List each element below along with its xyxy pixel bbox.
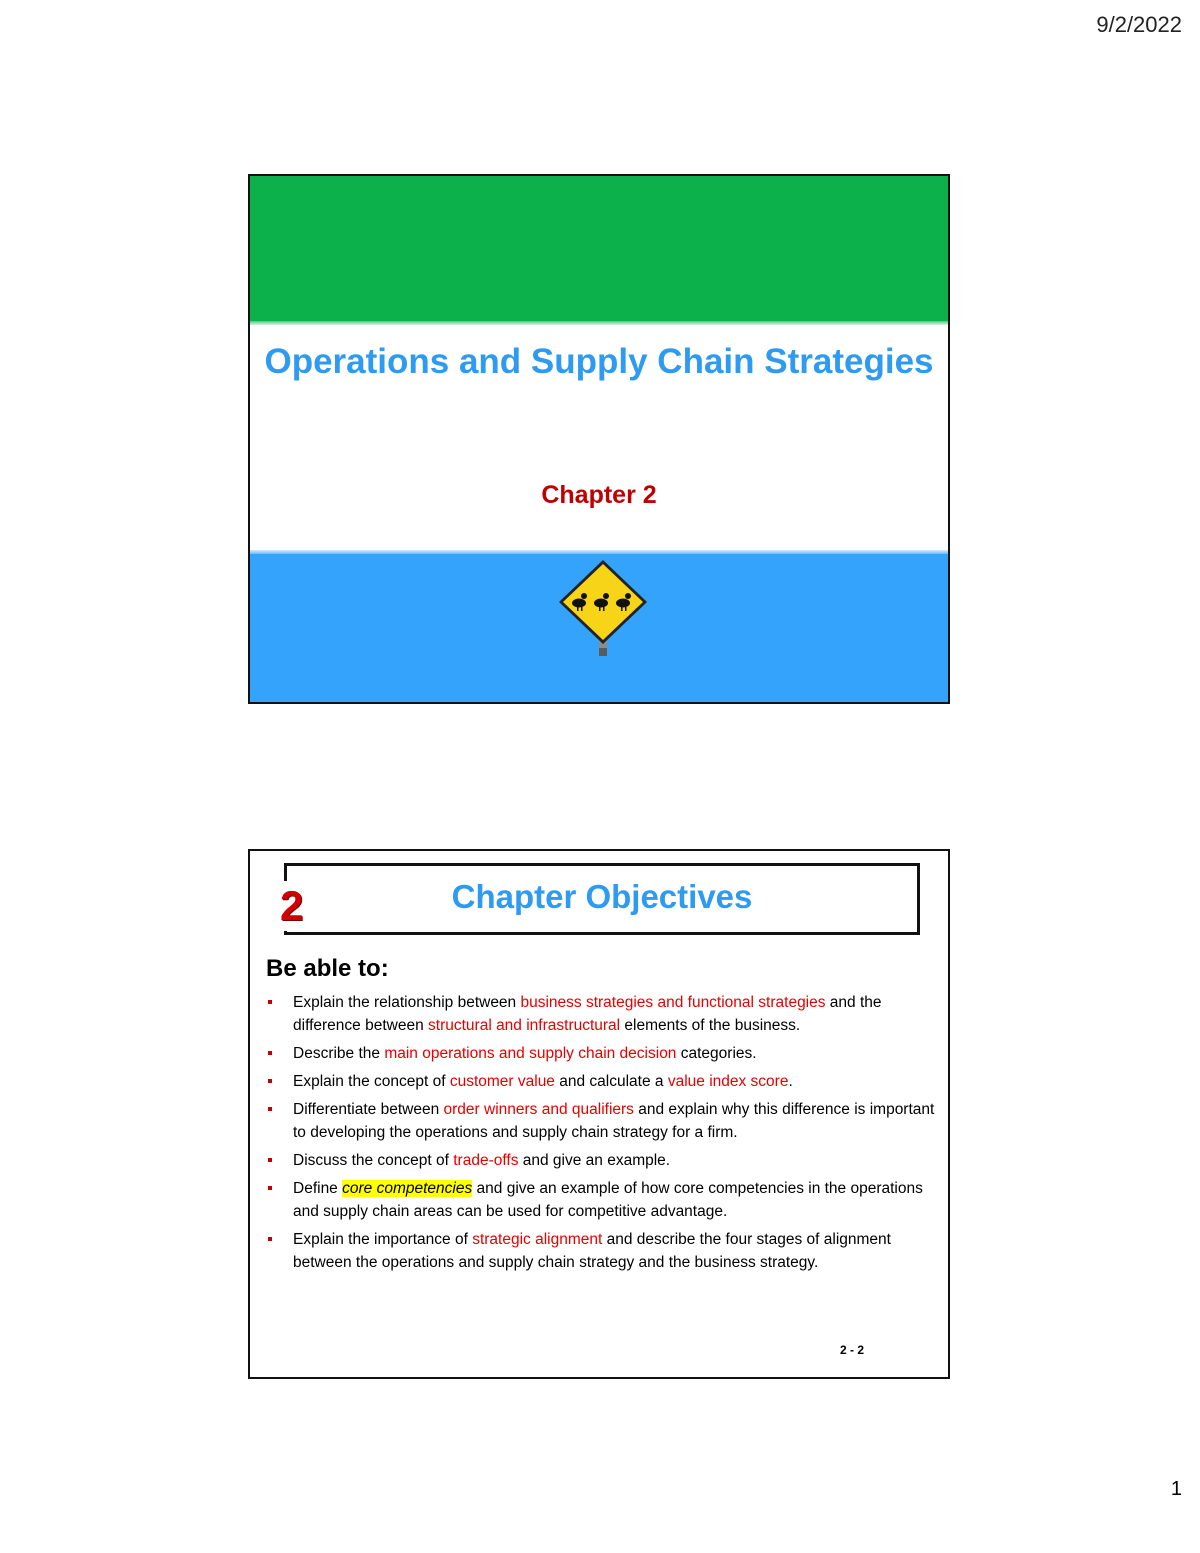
slide-number: 2 - 2 — [839, 1343, 864, 1357]
objective-text: Define — [293, 1180, 343, 1197]
objective-item — [266, 991, 936, 1037]
objective-item — [266, 1149, 936, 1172]
highlighted-term: main operations and supply chain decision — [384, 1045, 677, 1062]
objective-text: Describe the — [293, 1045, 385, 1062]
highlighted-term: order winners and qualifiers — [443, 1101, 634, 1118]
chapter-label: Chapter 2 — [541, 481, 657, 509]
highlighted-term: value index score — [667, 1073, 789, 1090]
lead-text: Be able to: — [266, 955, 389, 982]
objective-text: Explain the relationship between — [293, 994, 521, 1011]
objective-item — [266, 1042, 936, 1065]
objective-text: and give an example. — [518, 1152, 671, 1169]
objective-text: categories. — [676, 1045, 757, 1062]
objective-text: and calculate a — [554, 1073, 668, 1090]
objectives-slide — [248, 849, 950, 1379]
objective-text: Differentiate between — [293, 1101, 444, 1118]
objective-item — [266, 1098, 936, 1144]
objective-text: Discuss the concept of — [293, 1152, 454, 1169]
objective-text: and the difference between — [293, 994, 882, 1034]
objective-text: Explain the concept of — [293, 1073, 450, 1090]
highlighted-term: trade-offs — [453, 1152, 519, 1169]
chapter-number: 2 — [274, 881, 309, 931]
objective-text: and give an example of how core competencies in the operations and supply chain areas can be used for competitive advantage. — [293, 1180, 923, 1220]
page-number: 1 — [1170, 1478, 1182, 1500]
objective-text: and explain why this difference is important to developing the operations and supply chain strategy for a firm. — [293, 1101, 935, 1141]
highlighted-term: structural and infrastructural — [428, 1017, 621, 1034]
highlighted-term: business strategies and functional strategies — [520, 994, 826, 1011]
slide-title: Chapter Objectives — [451, 878, 753, 915]
objective-text: elements of the business. — [620, 1017, 801, 1034]
highlighted-term: customer value — [449, 1073, 555, 1090]
title-slide — [248, 174, 950, 704]
page-date: 9/2/2022 — [1096, 12, 1182, 37]
green-band — [250, 176, 948, 322]
objective-item — [266, 1070, 936, 1093]
title-box — [284, 863, 920, 935]
duck-crossing-sign-icon — [557, 558, 649, 658]
objective-item — [266, 1228, 936, 1274]
highlighted-term: strategic alignment — [472, 1231, 603, 1248]
slide-title: Operations and Supply Chain Strategies — [264, 342, 934, 381]
objective-text: and describe the four stages of alignment between the operations and supply chain strategy and the business strategy. — [293, 1231, 891, 1271]
objective-text: . — [788, 1073, 793, 1090]
objective-text: Explain the importance of — [293, 1231, 473, 1248]
objective-item — [266, 1177, 936, 1223]
objectives-list — [266, 991, 936, 1279]
highlighted-term: core competencies — [342, 1180, 473, 1197]
